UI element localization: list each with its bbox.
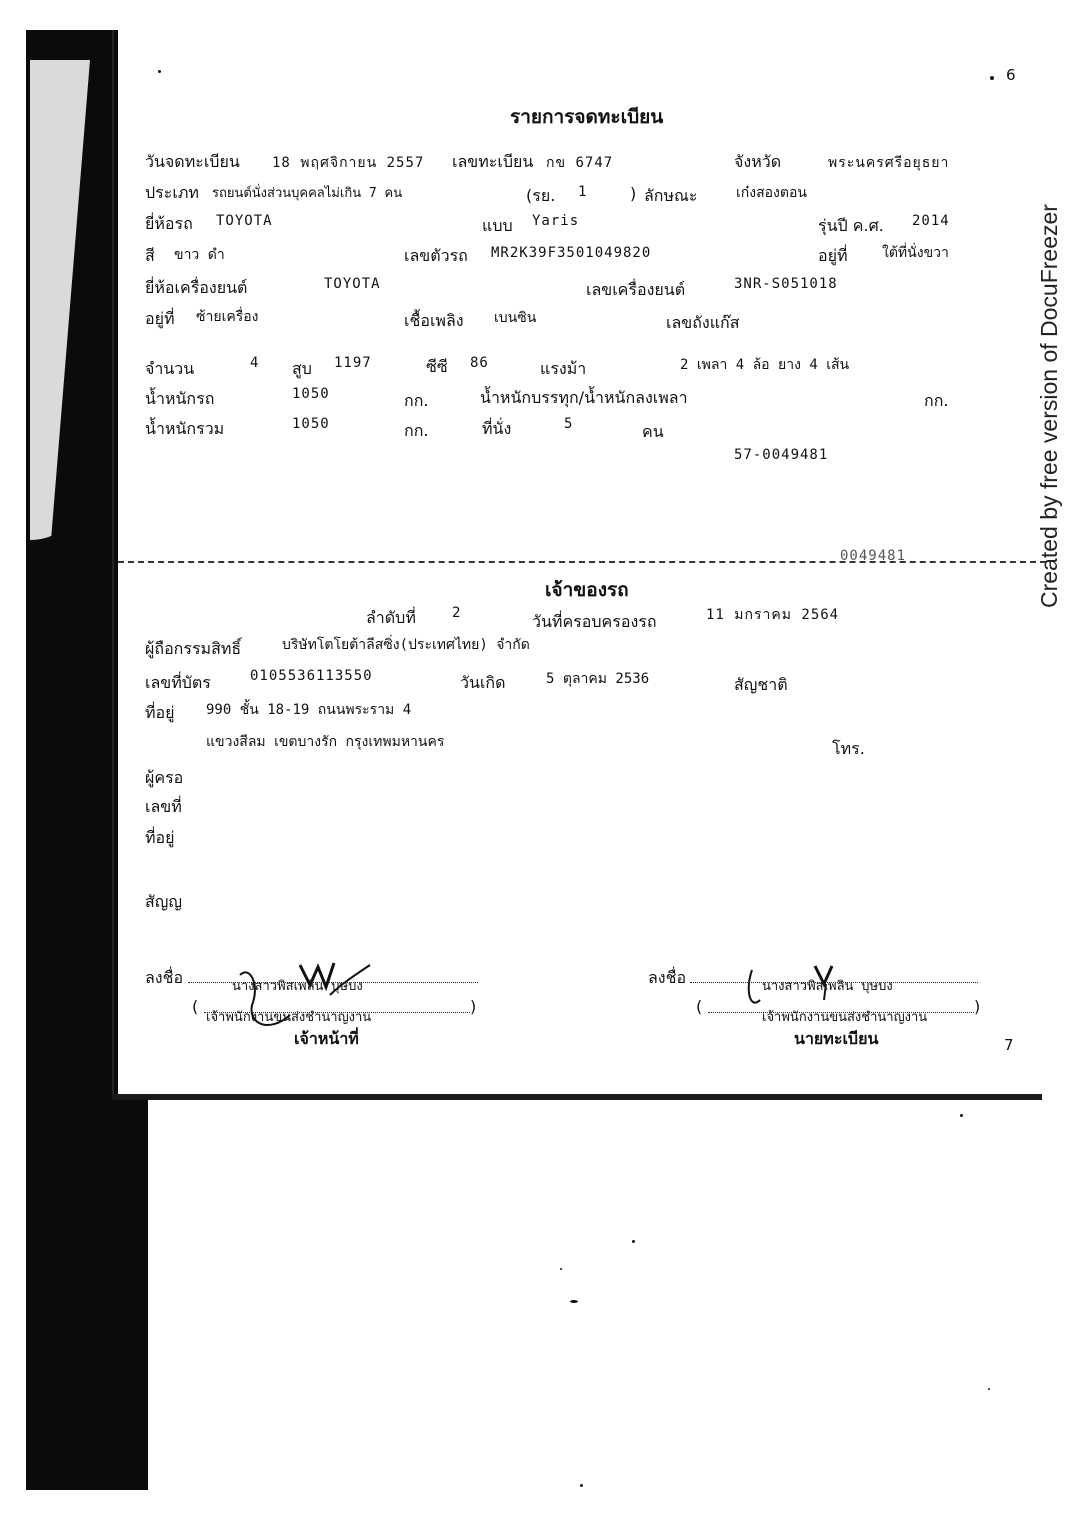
address-line-1: 990 ชั้น 18-19 ถนนพระราม 4: [206, 702, 412, 718]
seats-label: ที่นั่ง: [482, 419, 512, 438]
cc-label: ซีซี: [426, 357, 448, 376]
seq-value: 2: [452, 605, 462, 621]
model-label: แบบ: [482, 216, 513, 235]
cut-label-number: เลขที่: [145, 797, 182, 816]
card-label: เลขที่บัตร: [145, 673, 211, 692]
officer-title: เจ้าหน้าที่: [294, 1029, 359, 1048]
brand-value: TOYOTA: [216, 213, 273, 229]
cc-value: 86: [470, 355, 489, 371]
engine-no-value: 3NR-S051018: [734, 276, 838, 292]
registrar-title: นายทะเบียน: [794, 1029, 879, 1048]
chassis-value: MR2K39F3501049820: [491, 245, 652, 261]
chassis-location-label: อยู่ที่: [818, 246, 848, 265]
ry-close: ): [630, 184, 637, 203]
engine-brand-value: TOYOTA: [324, 276, 381, 292]
fuel-label: เชื้อเพลิง: [404, 311, 464, 330]
sheet-edge: [112, 30, 114, 1094]
card-value: 0105536113550: [250, 668, 373, 684]
page-number-bottom: 7: [1004, 1036, 1014, 1054]
address-line-2: แขวงสีลม เขตบางรัก กรุงเทพมหานคร: [206, 734, 445, 750]
weight-label: น้ำหนักรถ: [145, 389, 215, 408]
reference-number-cut: 0049481: [840, 548, 907, 564]
phone-label: โทร.: [832, 739, 865, 758]
scan-speck: [560, 1268, 562, 1270]
birth-label: วันเกิด: [460, 673, 506, 692]
possess-date-label: วันที่ครอบครองรถ: [532, 612, 657, 631]
gas-tank-label: เลขถังแก๊ส: [666, 313, 740, 332]
weight-unit: กก.: [404, 391, 429, 410]
cut-label-possessor: ผู้ครอ: [145, 768, 184, 787]
owner-title: เจ้าของรถ: [545, 579, 629, 601]
province-value: พระนครศรีอยุธยา: [828, 155, 950, 171]
year-value: 2014: [912, 213, 950, 229]
count-value: 4: [250, 355, 260, 371]
birth-value: 5 ตุลาคม 2536: [546, 671, 650, 687]
feature-label: ลักษณะ: [644, 186, 698, 205]
fuel-value: เบนซิน: [494, 310, 537, 326]
registrar-signature-mark: [740, 960, 890, 1040]
color-value: ขาว ดำ: [174, 247, 225, 263]
cut-label-nationality: สัญญ: [145, 892, 183, 911]
sign-label-left: ลงชื่อ: [145, 968, 184, 987]
total-weight-label: น้ำหนักรวม: [145, 419, 225, 438]
seats-unit: คน: [642, 422, 664, 441]
paren-close-right: ): [974, 997, 981, 1016]
paren-open-right: (: [696, 997, 703, 1016]
scan-dark-edge-lower: [26, 1094, 148, 1490]
horsepower-label: แรงม้า: [540, 359, 587, 378]
reg-date-value: 18 พฤศจิกายน 2557: [272, 155, 425, 171]
page-number-top: 6: [1006, 66, 1016, 84]
officer-signature-mark: [230, 955, 380, 1040]
engine-location-label: อยู่ที่: [145, 309, 175, 328]
officer-name: นางสาวพิสเพลิน บุษบง: [232, 979, 363, 994]
nationality-label: สัญชาติ: [734, 675, 788, 694]
reg-date-label: วันจดทะเบียน: [145, 152, 240, 171]
scan-speck: [988, 1388, 990, 1390]
brand-label: ยี่ห้อรถ: [145, 214, 193, 233]
holder-label: ผู้ถือกรรมสิทธิ์: [145, 639, 242, 658]
axle-value: 2 เพลา 4 ล้อ ยาง 4 เส้น: [680, 357, 850, 373]
cut-label-address: ที่อยู่: [145, 828, 175, 847]
sign-label-right: ลงชื่อ: [648, 968, 687, 987]
scan-speck: [960, 1114, 963, 1117]
total-weight-unit: กก.: [404, 421, 429, 440]
feature-value: เก๋งสองตอน: [736, 185, 807, 201]
registrar-position: เจ้าพนักงานขนส่งชำนาญงาน: [762, 1010, 928, 1025]
ry-label: (รย.: [526, 186, 556, 205]
scan-speck: [990, 76, 994, 80]
engine-location-value: ซ้ายเครื่อง: [196, 309, 259, 325]
color-label: สี: [145, 246, 155, 265]
cylinder-value: 1197: [334, 355, 372, 371]
scan-speck: [580, 1484, 583, 1487]
watermark: Created by free version of DocuFreezer: [1036, 204, 1062, 608]
holder-value: บริษัทโตโยต้าลีสซิ่ง(ประเทศไทย) จำกัด: [282, 637, 530, 653]
seats-value: 5: [564, 416, 574, 432]
scan-speck: [632, 1240, 635, 1243]
cylinder-label: สูบ: [292, 359, 312, 378]
officer-position: เจ้าพนักงานขนส่งชำนาญงาน: [206, 1010, 372, 1025]
possess-date-value: 11 มกราคม 2564: [706, 607, 840, 623]
registration-title: รายการจดทะเบียน: [510, 106, 664, 128]
year-label: รุ่นปี ค.ศ.: [818, 216, 884, 235]
address-label: ที่อยู่: [145, 703, 175, 722]
paren-open-left: (: [192, 997, 199, 1016]
section-separator: [118, 561, 1046, 563]
type-value: รถยนต์นั่งส่วนบุคคลไม่เกิน 7 คน: [212, 186, 403, 201]
load-label: น้ำหนักบรรทุก/น้ำหนักลงเพลา: [480, 388, 688, 407]
chassis-label: เลขตัวรถ: [404, 246, 468, 265]
reg-no-value: กข 6747: [546, 155, 614, 171]
weight-value: 1050: [292, 386, 330, 402]
type-label: ประเภท: [145, 183, 199, 202]
engine-no-label: เลขเครื่องยนต์: [586, 280, 686, 299]
reg-no-label: เลขทะเบียน: [452, 152, 534, 171]
reference-number: 57-0049481: [734, 447, 829, 463]
registrar-name: นางสาวพิสเพลิน บุษบง: [762, 979, 893, 994]
scan-speck: [570, 1300, 578, 1303]
province-label: จังหวัด: [734, 152, 782, 171]
paren-close-left: ): [470, 997, 477, 1016]
sheet-bottom-edge: [112, 1094, 1042, 1100]
engine-brand-label: ยี่ห้อเครื่องยนต์: [145, 278, 248, 297]
seq-label: ลำดับที่: [366, 608, 416, 627]
count-label: จำนวน: [145, 359, 195, 378]
scan-speck: [158, 70, 161, 73]
total-weight-value: 1050: [292, 416, 330, 432]
load-unit: กก.: [924, 391, 949, 410]
ry-value: 1: [578, 184, 588, 200]
model-value: Yaris: [532, 213, 580, 229]
chassis-location-value: ใต้ที่นั่งขวา: [882, 245, 949, 261]
